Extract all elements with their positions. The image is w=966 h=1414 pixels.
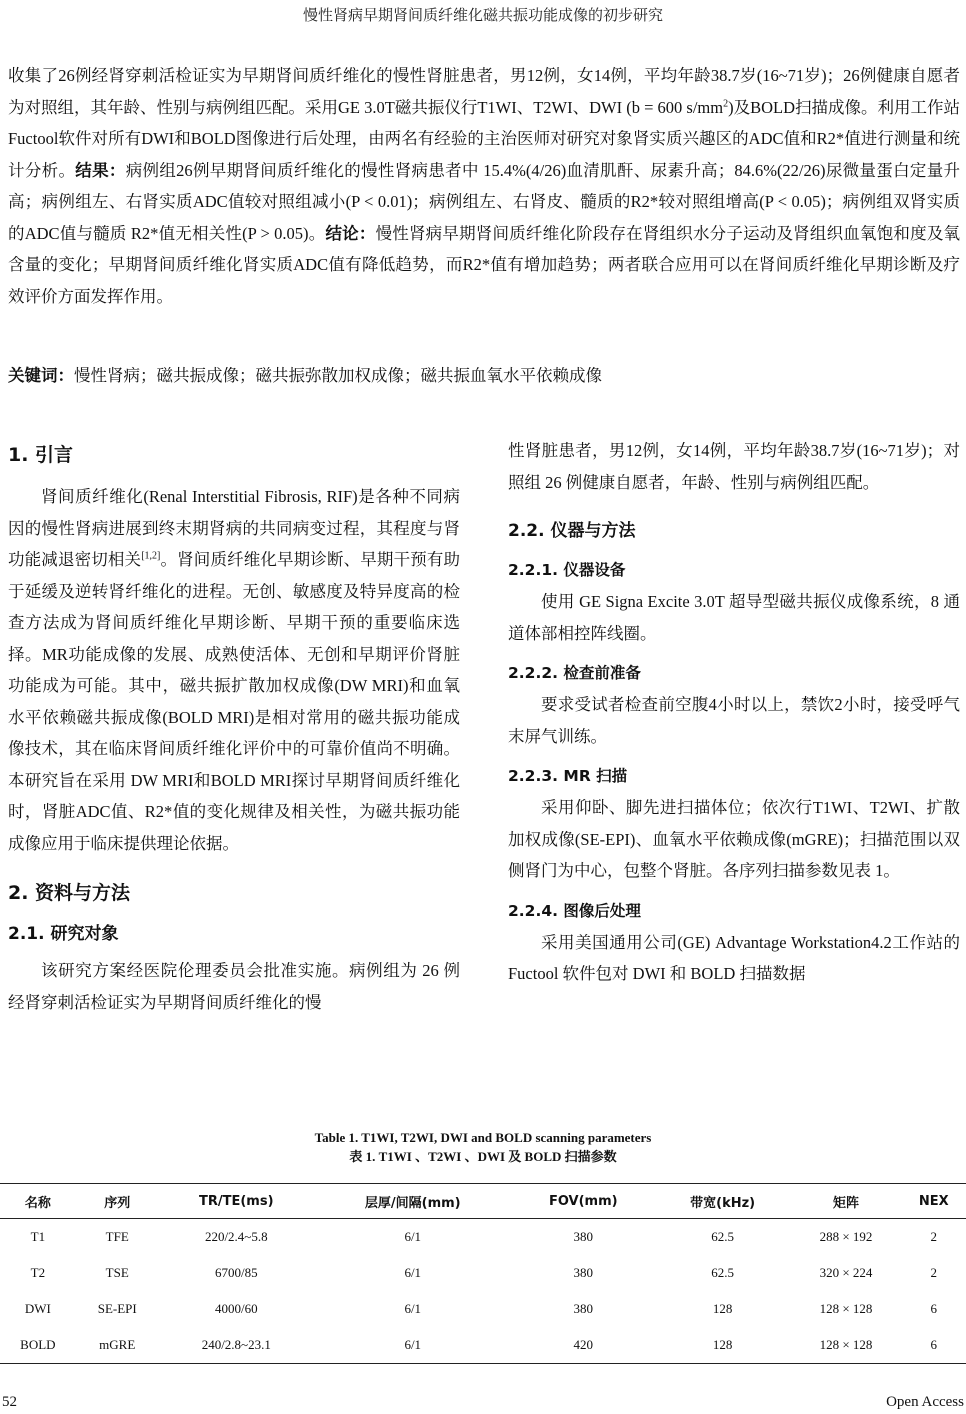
table-row xyxy=(0,1219,966,1256)
table-header-cell: TR/TE(ms) xyxy=(159,1184,314,1219)
table-cell: TSE xyxy=(105,1265,129,1280)
subsection-heading-2-2: 2.2. 仪器与方法 xyxy=(508,521,636,541)
table-header-cell: FOV(mm) xyxy=(512,1184,655,1219)
s224-paragraph: 采用美国通用公司(GE) Advantage Workstation4.2工作站的 Fuctool 软件包对 DWI 和 BOLD 扫描数据 xyxy=(508,932,960,983)
keywords-label: 关键词： xyxy=(8,366,74,385)
table-cell: 6/1 xyxy=(404,1265,422,1280)
keywords xyxy=(8,362,960,390)
table-cell: 6/1 xyxy=(404,1229,422,1244)
table-header-cell: 名称 xyxy=(0,1184,76,1219)
table-caption-en: Table 1. T1WI, T2WI, DWI and BOLD scanning parameters xyxy=(314,1130,652,1145)
s223-paragraph: 采用仰卧、脚先进扫描体位；依次行T1WI、T2WI、扩散加权成像(SE-EPI)、血氧水平依赖成像(mGRE)；扫描范围以双侧肾门为中心，包整个肾脏。各序列扫描参数见表 1。 xyxy=(508,798,960,880)
page-number: 52 xyxy=(2,1394,17,1410)
table-cell: T1 xyxy=(30,1229,46,1244)
table-cell: 2 xyxy=(930,1265,938,1280)
section-heading-methods: 2. 资料与方法 xyxy=(8,882,131,904)
s21-continuation: 性肾脏患者，男12例，女14例，平均年龄38.7岁(16~71岁)；对照组 26 例健康自愿者，年龄、性别与病例组匹配。 xyxy=(508,441,960,492)
intro-text-1: 肾间质纤维化(Renal Interstitial Fibrosis, RIF)是各种不同病因的慢性肾病进展到终末期肾病的共同病变过程，其程度与肾功能减退密切相关 xyxy=(8,487,460,569)
table-header-cell: 序列 xyxy=(76,1184,159,1219)
citation: [1,2] xyxy=(141,550,161,562)
table-cell: 128 xyxy=(712,1301,733,1316)
table-cell: 220/2.4~5.8 xyxy=(204,1229,268,1244)
table-cell: 62.5 xyxy=(711,1265,734,1280)
scan-parameters-table xyxy=(0,1183,966,1364)
table-header-cell: NEX xyxy=(902,1184,966,1219)
section-heading-intro: 1. 引言 xyxy=(8,444,74,466)
table-cell: 6/1 xyxy=(314,1327,512,1364)
subsection-heading-2-2-3: 2.2.3. MR 扫描 xyxy=(508,767,628,785)
table-cell: SE-EPI xyxy=(97,1301,137,1316)
table-header-cell: 层厚/间隔(mm) xyxy=(314,1184,512,1219)
subsection-heading-2-2-4: 2.2.4. 图像后处理 xyxy=(508,901,641,920)
table-cell: 380 xyxy=(573,1265,593,1280)
table-row xyxy=(0,1291,966,1327)
table-cell: 288 × 192 xyxy=(819,1229,873,1244)
abstract-results: 病例组26例早期肾间质纤维化的慢性肾病患者中 15.4%(4/26)血清肌酐、尿素升高；84.6%(22/26)尿微量蛋白定量升高；病例组左、右肾实质ADC值较对照组减小(P < 0.01)；病例组左、右肾皮、髓质的R2*较对照组增高(P < 0.05)；病例组双肾实质的ADC值与髓质 R2*值无相关性(P > 0.05)。 xyxy=(8,160,961,243)
abstract xyxy=(8,60,960,312)
superscript: 2 xyxy=(723,98,729,109)
table-cell: 380 xyxy=(573,1301,593,1316)
table-caption xyxy=(0,1128,966,1166)
table-cell: 6 xyxy=(930,1301,938,1316)
results-label: 结果： xyxy=(75,160,126,180)
table-cell: mGRE xyxy=(76,1327,159,1364)
subsection-heading-2-2-2: 2.2.2. 检查前准备 xyxy=(508,664,641,682)
table-row xyxy=(0,1327,966,1364)
abstract-conclusion: 慢性肾病早期肾间质纤维化阶段存在肾组织水分子运动及肾组织血氧饱和度及氧含量的变化；早期肾间质纤维化肾实质ADC值有降低趋势，而R2*值有增加趋势；两者联合应用可以在肾间质纤维化早期诊断及疗效评价方面发挥作用。 xyxy=(8,223,961,306)
table-cell: T2 xyxy=(30,1265,46,1280)
table-cell: 420 xyxy=(512,1327,655,1364)
table-cell: DWI xyxy=(24,1301,51,1316)
table-row xyxy=(0,1255,966,1291)
table-cell: 128 × 128 xyxy=(819,1301,873,1316)
table-cell: 4000/60 xyxy=(214,1301,258,1316)
table-cell: 128 xyxy=(655,1327,791,1364)
subsection-heading-2-2-1: 2.2.1. 仪器设备 xyxy=(508,561,626,579)
table-cell: 6700/85 xyxy=(214,1265,258,1280)
table-cell: BOLD xyxy=(0,1327,76,1364)
abstract-methods-cont: )及BOLD扫描成像。利用工作站Fuctool软件对所有DWI和BOLD图像进行后处理，由两名有经验的主治医师对研究对象肾实质兴趣区的ADC值和R2*值进行测量和统计分析。 xyxy=(8,97,960,180)
abstract-methods: 收集了26例经肾穿刺活检证实为早期肾间质纤维化的慢性肾脏患者，男12例，女14例，平均年龄38.7岁(16~71岁)；26例健康自愿者为对照组，其年龄、性别与病例组匹配。采用GE 3.0T磁共振仪行T1WI、T2WI、DWI (b = 600 s/mm xyxy=(8,66,960,117)
intro-text-2: 。肾间质纤维化早期诊断、早期干预有助于延缓及逆转肾纤维化的进程。无创、敏感度及特异度高的检查方法成为肾间质纤维化早期诊断、早期干预的重要临床选择。MR功能成像的发展、成熟使活体、无创和早期评价肾脏功能成为可能。其中，磁共振扩散加权成像(DW MRI)和血氧水平依赖磁共振成像(BOLD MRI)是相对常用的磁共振功能成像技术，其在临床肾间质纤维化评价中的可靠价值尚不明确。本研究旨在采用 DW MRI和BOLD MRI探讨早期肾间质纤维化时，肾脏ADC值、R2*值的变化规律及相关性，为磁共振功能成像应用于临床提供理论依据。 xyxy=(8,550,461,853)
table-cell: 128 × 128 xyxy=(790,1327,901,1364)
table-cell: TFE xyxy=(105,1229,129,1244)
keywords-text: 慢性肾病；磁共振成像；磁共振弥散加权成像；磁共振血氧水平依赖成像 xyxy=(74,366,602,385)
table-cell: 380 xyxy=(573,1229,593,1244)
table-cell: 62.5 xyxy=(711,1229,734,1244)
table-header-cell: 矩阵 xyxy=(790,1184,901,1219)
table-cell: 240/2.8~23.1 xyxy=(159,1327,314,1364)
intro-paragraph xyxy=(8,481,460,859)
table-cell: 2 xyxy=(930,1229,938,1244)
left-column xyxy=(8,435,460,1018)
running-head: 慢性肾病早期肾间质纤维化磁共振功能成像的初步研究 xyxy=(302,8,663,24)
table-cell: 320 × 224 xyxy=(819,1265,873,1280)
subsection-heading-2-1: 2.1. 研究对象 xyxy=(8,924,119,944)
table-cell: 6/1 xyxy=(404,1301,422,1316)
table-header-cell: 带宽(kHz) xyxy=(655,1184,791,1219)
table-cell: 6 xyxy=(902,1327,966,1364)
s222-paragraph: 要求受试者检查前空腹4小时以上，禁饮2小时，接受呼气末屏气训练。 xyxy=(508,695,960,746)
right-column xyxy=(508,435,960,990)
table-header-row xyxy=(0,1184,966,1219)
s21-paragraph: 该研究方案经医院伦理委员会批准实施。病例组为 26 例经肾穿刺活检证实为早期肾间质纤维化的慢 xyxy=(8,961,460,1012)
open-access-label: Open Access xyxy=(886,1394,964,1410)
s221-paragraph: 使用 GE Signa Excite 3.0T 超导型磁共振仪成像系统，8 通道体部相控阵线圈。 xyxy=(508,592,960,643)
conclusion-label: 结论： xyxy=(325,223,376,243)
table-caption-zh: 表 1. T1WI 、T2WI 、DWI 及 BOLD 扫描参数 xyxy=(349,1149,617,1164)
